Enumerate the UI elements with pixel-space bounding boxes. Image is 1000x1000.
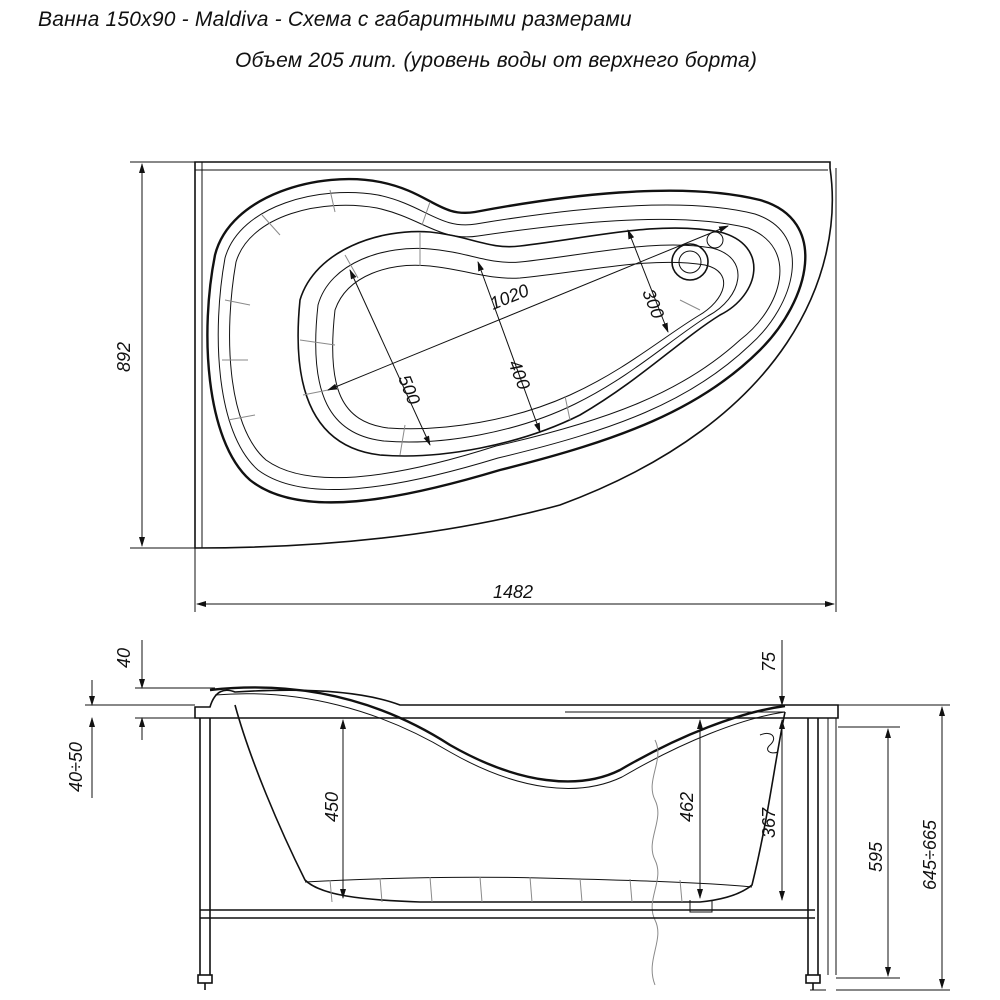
diagram-subtitle: Объем 205 лит. (уровень воды от верхнего борта) bbox=[235, 49, 758, 72]
diagram-title: Ванна 150х90 - Maldiva - Схема с габаритными размерами bbox=[38, 8, 632, 31]
side-rim bbox=[195, 690, 838, 718]
label-total-height: 645÷665 bbox=[920, 820, 940, 890]
label-adjust: 40÷50 bbox=[66, 742, 86, 792]
label-depth: 450 bbox=[322, 791, 342, 822]
side-top-profile bbox=[210, 687, 785, 781]
label-foot-width: 300 bbox=[638, 286, 669, 322]
label-rim: 40 bbox=[114, 647, 134, 668]
top-view-outline bbox=[195, 162, 832, 548]
support-frame bbox=[198, 718, 836, 990]
label-right-rim: 75 bbox=[759, 651, 779, 672]
side-view bbox=[66, 640, 950, 990]
label-height: 892 bbox=[114, 341, 134, 372]
label-frame-height: 595 bbox=[866, 841, 886, 872]
label-width: 1482 bbox=[493, 582, 534, 602]
dim-line-head-width bbox=[350, 270, 430, 445]
top-view bbox=[114, 162, 836, 612]
label-head-width: 500 bbox=[394, 372, 425, 408]
break-line bbox=[652, 740, 658, 985]
label-inner-width: 400 bbox=[504, 357, 535, 393]
label-inner-length: 1020 bbox=[487, 280, 532, 314]
drain-icon bbox=[672, 232, 723, 280]
label-drain-height: 367 bbox=[759, 807, 779, 838]
basin-segments bbox=[300, 232, 700, 455]
side-bowl-body bbox=[235, 705, 785, 902]
label-center-depth: 462 bbox=[677, 791, 697, 822]
